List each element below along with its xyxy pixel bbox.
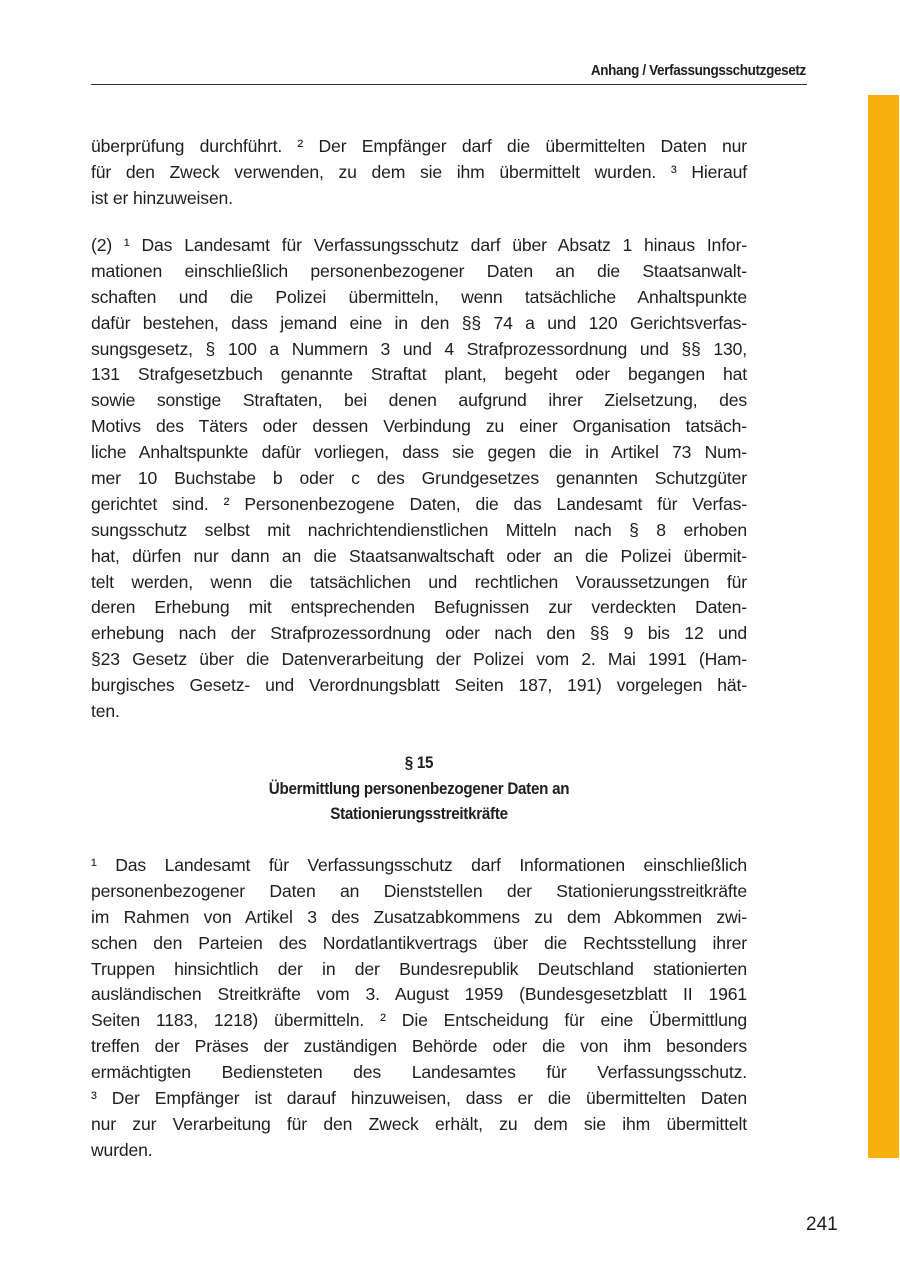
paragraph-continuation (91, 134, 747, 212)
section-title-line: Stationierungsstreitkräfte (330, 805, 508, 824)
text-line: ausländischen Streitkräfte vom 3. August 1959 (Bundesgesetzblatt II 1961 (91, 984, 747, 1005)
text-line: sungsschutz selbst mit nachrichtendienstlichen Mitteln nach § 8 erhoben (91, 519, 747, 540)
text-line: Motivs des Täters oder dessen Verbindung zu einer Organisation tatsäch- (91, 416, 747, 437)
text-line: schaften und die Polizei übermitteln, wenn tatsächliche Anhaltspunkte (91, 286, 747, 307)
page-number: 241 (806, 1214, 838, 1235)
section-title-line: Übermittlung personenbezogener Daten an (268, 779, 570, 798)
text-line: im Rahmen von Artikel 3 des Zusatzabkommens zu dem Abkommen zwi- (91, 906, 747, 927)
text-line: liche Anhaltspunkte dafür vorliegen, dass sie gegen die in Artikel 73 Num- (91, 442, 747, 463)
text-line: Seiten 1183, 1218) übermitteln. ² Die Entscheidung für eine Übermittlung (91, 1010, 747, 1031)
paragraph-section-15 (91, 853, 747, 1164)
text-line: erhebung nach der Strafprozessordnung oder nach den §§ 9 bis 12 und (91, 623, 747, 644)
text-line: dafür bestehen, dass jemand eine in den §§ 74 a und 120 Gerichtsverfas- (91, 312, 747, 333)
text-line: sowie sonstige Straftaten, bei denen aufgrund ihrer Zielsetzung, des (91, 390, 747, 411)
text-line: überprüfung durchführt. ² Der Empfänger darf die übermittelten Daten nur (91, 136, 747, 156)
text-line: Truppen hinsichtlich der in der Bundesrepublik Deutschland stationierten (91, 958, 747, 979)
text-line: schen den Parteien des Nordatlantikvertrags über die Rechtsstellung ihrer (91, 932, 747, 953)
text-line: ist er hinzuweisen. (91, 187, 233, 208)
text-line: mer 10 Buchstabe b oder c des Grundgesetzes genannten Schutzgüter (91, 468, 747, 489)
text-line: burgisches Gesetz- und Verordnungsblatt Seiten 187, 191) vorgelegen hät- (91, 675, 747, 696)
text-line: wurden. (91, 1139, 153, 1160)
header-rule (91, 84, 807, 85)
text-line: für den Zweck verwenden, zu dem sie ihm übermittelt wurden. ³ Hierauf (91, 161, 747, 182)
text-line: gerichtet sind. ² Personenbezogene Daten, die das Landesamt für Verfas- (91, 493, 747, 514)
text-line: treffen der Präses der zuständigen Behörde oder die von ihm besonders (91, 1036, 747, 1057)
thumb-index-tab (868, 95, 899, 1158)
text-line: telt werden, wenn die tatsächlichen und rechtlichen Voraussetzungen für (91, 571, 747, 592)
text-line: ³ Der Empfänger ist darauf hinzuweisen, dass er die übermittelten Daten (91, 1088, 747, 1109)
text-line: ten. (91, 701, 120, 722)
text-line: mationen einschließlich personenbezogener Daten an die Staatsanwalt- (91, 260, 747, 281)
text-line: ¹ Das Landesamt für Verfassungsschutz darf Informationen einschließlich (91, 855, 747, 875)
text-line: §23 Gesetz über die Datenverarbeitung der Polizei vom 2. Mai 1991 (Ham- (91, 649, 747, 670)
text-line: nur zur Verarbeitung für den Zweck erhält, zu dem sie ihm übermittelt (91, 1113, 747, 1134)
section-number: § 15 (404, 754, 434, 772)
text-line: hat, dürfen nur dann an die Staatsanwaltschaft oder an die Polizei übermit- (91, 545, 747, 566)
text-line: deren Erhebung mit entsprechenden Befugnissen zur verdeckten Daten- (91, 597, 747, 618)
text-line: sungsgesetz, § 100 a Nummern 3 und 4 Strafprozessordnung und §§ 130, (91, 338, 747, 359)
text-line: 131 Strafgesetzbuch genannte Straftat plant, begeht oder begangen hat (91, 364, 747, 385)
running-head: Anhang / Verfassungsschutzgesetz (590, 62, 806, 79)
section-heading (91, 751, 747, 828)
text-line: ermächtigten Bediensteten des Landesamtes für Verfassungsschutz. (91, 1062, 747, 1083)
paragraph-section-14-2 (91, 233, 747, 725)
text-line: personenbezogener Daten an Dienststellen der Stationierungsstreitkräfte (91, 880, 747, 901)
text-line: (2) ¹ Das Landesamt für Verfassungsschutz darf über Absatz 1 hinaus Infor- (91, 235, 747, 255)
